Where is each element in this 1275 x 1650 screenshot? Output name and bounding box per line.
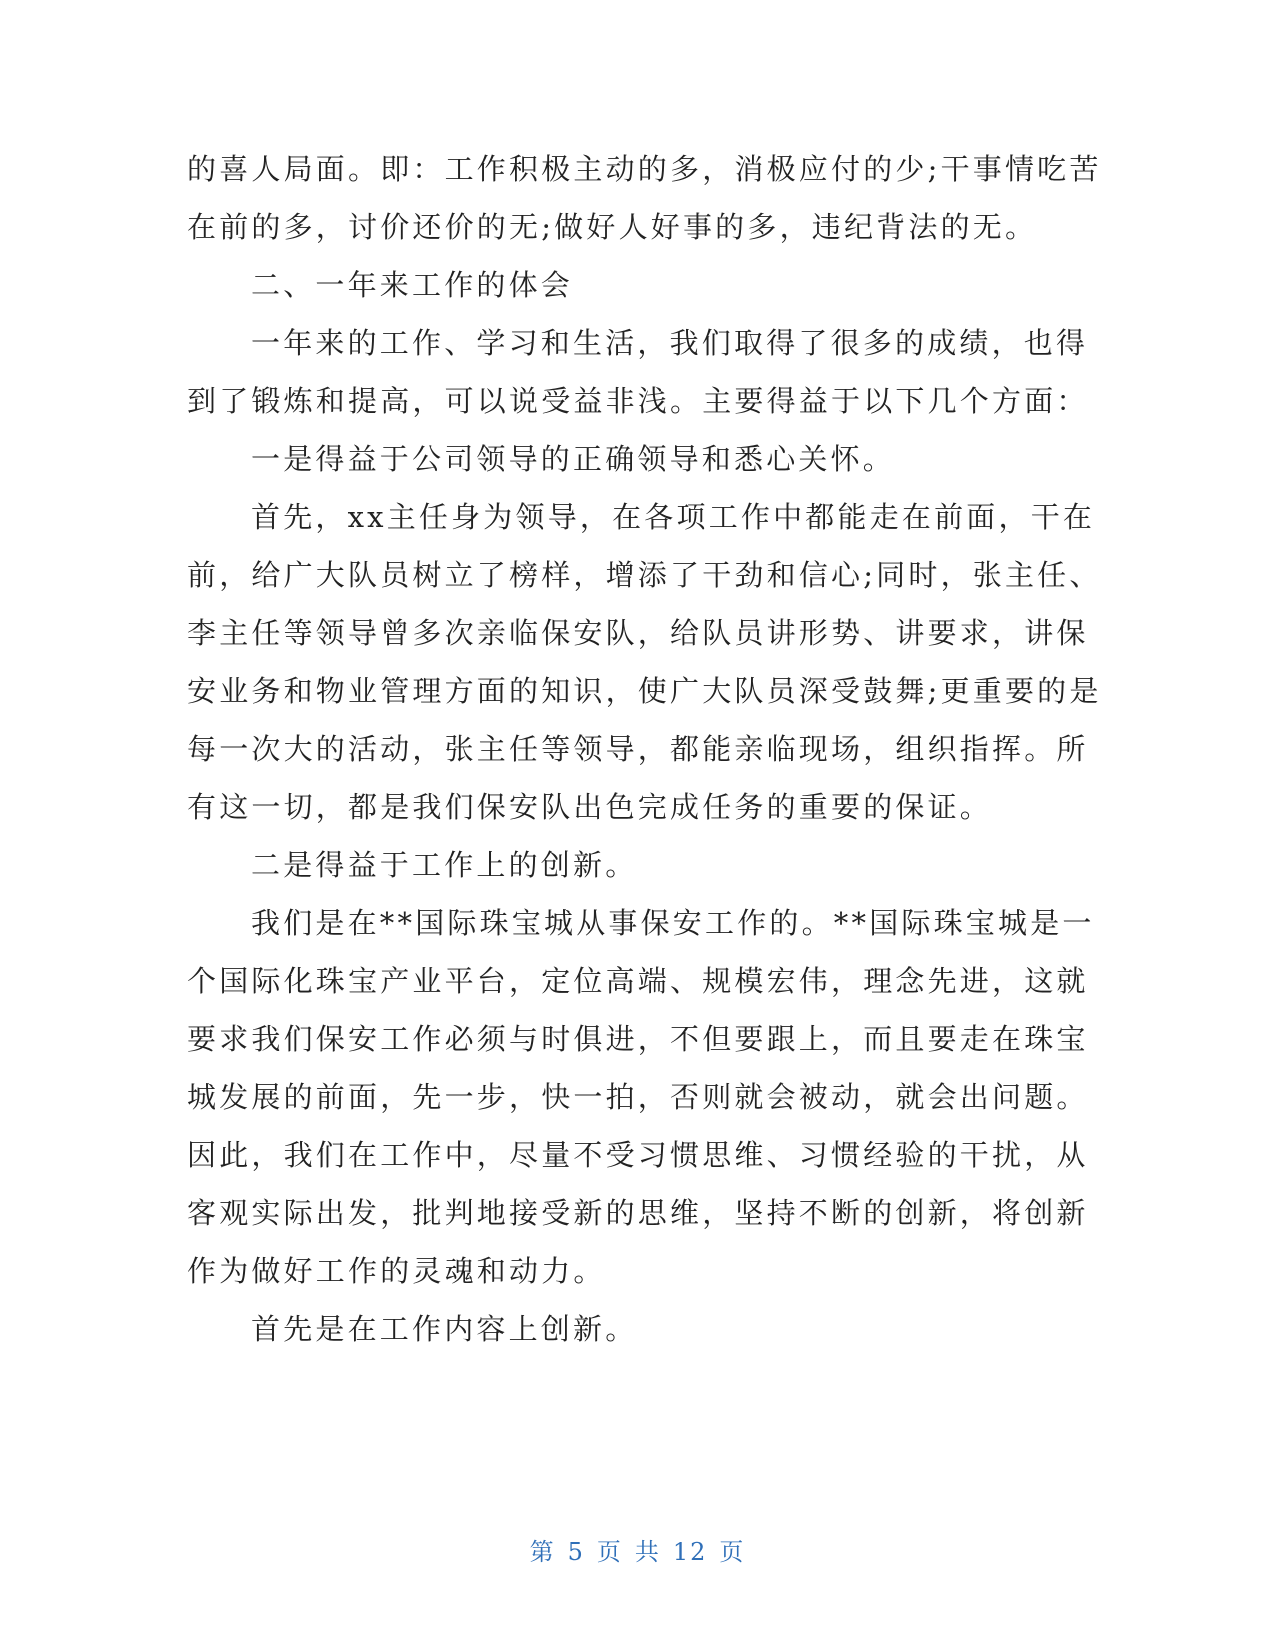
text-line: 要求我们保安工作必须与时俱进，不但要跟上，而且要走在珠宝 — [187, 1022, 1089, 1056]
document-body — [187, 140, 1102, 1358]
text-line: 李主任等领导曾多次亲临保安队，给队员讲形势、讲要求，讲保 — [187, 616, 1089, 650]
text-line: 首先，xx主任身为领导，在各项工作中都能走在前面，干在 — [251, 500, 1096, 534]
footer-total-word: 共 — [634, 1538, 661, 1566]
text-line: 每一次大的活动，张主任等领导，都能亲临现场，组织指挥。所 — [187, 732, 1089, 766]
text-line: 一是得益于公司领导的正确领导和悉心关怀。 — [251, 442, 896, 476]
section-heading: 二、一年来工作的体会 — [251, 268, 574, 302]
text-line: 的喜人局面。即：工作积极主动的多，消极应付的少;干事情吃苦 — [187, 152, 1102, 186]
text-line: 客观实际出发，批判地接受新的思维，坚持不断的创新，将创新 — [187, 1196, 1089, 1230]
text-line: 前，给广大队员树立了榜样，增添了干劲和信心;同时，张主任、 — [187, 558, 1102, 592]
text-line: 在前的多，讨价还价的无;做好人好事的多，违纪背法的无。 — [187, 210, 1038, 244]
text-line: 因此，我们在工作中，尽量不受习惯思维、习惯经验的干扰，从 — [187, 1138, 1089, 1172]
text-line: 到了锻炼和提高，可以说受益非浅。主要得益于以下几个方面： — [187, 384, 1089, 418]
text-line: 我们是在**国际珠宝城从事保安工作的。**国际珠宝城是一 — [251, 906, 1095, 940]
text-line: 安业务和物业管理方面的知识，使广大队员深受鼓舞;更重要的是 — [187, 674, 1102, 708]
footer-page-word: 页 — [596, 1538, 623, 1566]
text-line: 二是得益于工作上的创新。 — [251, 848, 638, 882]
text-line: 个国际化珠宝产业平台，定位高端、规模宏伟，理念先进，这就 — [187, 964, 1089, 998]
text-line: 有这一切，都是我们保安队出色完成任务的重要的保证。 — [187, 790, 993, 824]
footer-suffix: 页 — [719, 1538, 746, 1566]
text-line: 首先是在工作内容上创新。 — [251, 1312, 638, 1346]
current-page-number: 5 — [567, 1538, 585, 1566]
footer-prefix: 第 — [529, 1538, 556, 1566]
total-pages-number: 12 — [672, 1538, 708, 1566]
text-line: 城发展的前面，先一步，快一拍，否则就会被动，就会出问题。 — [187, 1080, 1089, 1114]
page-footer — [0, 1532, 1275, 1567]
text-line: 作为做好工作的灵魂和动力。 — [187, 1254, 606, 1288]
text-line: 一年来的工作、学习和生活，我们取得了很多的成绩，也得 — [251, 326, 1089, 360]
